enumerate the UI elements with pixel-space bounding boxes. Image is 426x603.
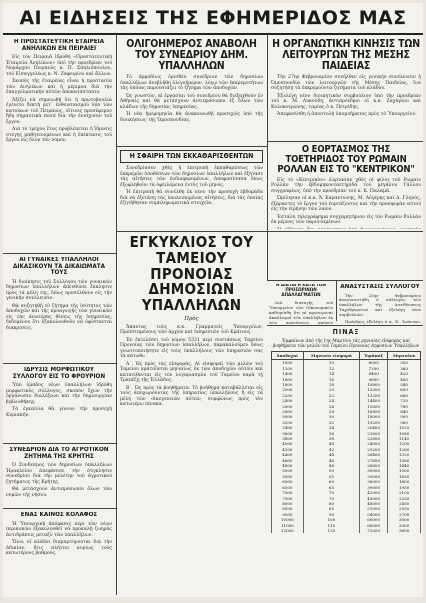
- column-header: Μηνιαία εἰσφορὰ: [303, 352, 359, 360]
- paragraph: Τὴν 25ην Φεβρουαρίου ἀνασυνεστήθη ὁ σύλλογος τῶν ὑπαλλήλων τῆς Διευθύνσεως Ταχυδρομείων καὶ ἐξελέγη νέον συμβούλιον.: [339, 292, 421, 317]
- paragraph: Ὑπὸ ὁμάδος νέων ὑπαλλήλων ἱδρύθη μορφωτικὸς σύλλογος, σκοπὸν ἔχων τὴν ὀργάνωσιν διαλέξεων καὶ τὴν δημιουργίαν βιβλιοθήκης.: [6, 383, 112, 405]
- table-cell: 1500: [388, 468, 421, 473]
- table-cell: 39000: [360, 485, 388, 490]
- table-cell: 42000: [360, 490, 388, 495]
- page-banner: ΑΙ ΕΙΔΗΣΕΙΣ ΤΗΣ ΕΦΗΜΕΡΙΔΟΣ ΜΑΣ: [3, 3, 423, 35]
- table-cell: 2200: [272, 393, 304, 398]
- article-prostasia: [6, 39, 112, 249]
- article-body: [120, 325, 263, 408]
- table-cell: 33000: [360, 474, 388, 479]
- table-cell: 2800: [272, 409, 304, 414]
- article-kolafos: [6, 512, 112, 594]
- article-body: [6, 55, 112, 144]
- table-cell: 100: [303, 517, 359, 522]
- paragraph: Τὴν 27ην Φεβρουαρίου συνῆλθεν εἰς γενικὴν συνέλευσιν ἡ Ὁμοσπονδία τῶν λειτουργῶν τῆς Μέσης Παιδείας, ἵνα συζητήσῃ τὰ ἐκκρεμοῦντα ζητήματα τοῦ κλάδου.: [271, 75, 421, 92]
- table-cell: 5000: [272, 468, 304, 473]
- paragraph: Α΄. Ὡς πρὸς τὰς εἰσφοράς. Αἱ εἰσφοραὶ τῶν μελῶν τοῦ Ταμείου κρατοῦνται μηνιαίως ἐκ τῶν ἀποδοχῶν αὐτῶν καὶ κατατίθενται εἰς τὸν λογαριασμὸν τοῦ Ταμείου παρὰ τῇ Τραπέζῃ τῆς Ἑλλάδος.: [120, 361, 263, 384]
- article-body: [6, 463, 112, 498]
- article-headline: ΙΔΡΥΣΙΣ ΜΟΡΦΩΤΙΚΟΥ ΣΥΛΛΟΓΟΥ ΕΙΣ ΤΟ ΦΡΟΥΡΙΟΝ: [12, 367, 106, 380]
- table-body: [272, 360, 421, 534]
- article-body: [6, 522, 112, 557]
- article-subtitle: Πρὸς: [184, 315, 199, 322]
- table-cell: 30: [303, 414, 359, 419]
- table-cell: 22800: [360, 436, 388, 441]
- section-rule: [268, 141, 423, 142]
- table-cell: 80: [303, 501, 359, 506]
- table-cell: 21600: [360, 431, 388, 436]
- table-cell: 12: [303, 366, 359, 371]
- paragraph: Σκοπὸς τῆς ἑταιρείας εἶναι ἡ προστασία τῶν ἀνηλίκων καὶ ἡ μέριμνα διὰ τὴν ἐπαγγελματικὴν αὐτῶν ἀποκατάστασιν.: [6, 79, 112, 96]
- article-headline: ΕΝΑΣ ΚΑΙΝΟΣ ΚΟΛΑΦΟΣ: [20, 512, 98, 518]
- article-headline: Ο ΕΟΡΤΑΣΜΟΣ ΤΗΣ ΤΟΕΤΗΡΙΔΟΣ ΤΟΥ ΡΩΜΑΙΝ ΡΟΛΛΑΝ ΕΙΣ ΤΟ "ΚΕΝΤΡΙΚΟΝ": [277, 145, 415, 175]
- column-rule: [267, 35, 268, 280]
- table-cell: 1800: [388, 479, 421, 484]
- section-rule: [267, 325, 423, 326]
- table-cell: 48: [303, 463, 359, 468]
- table-cell: 90: [303, 512, 359, 517]
- table-cell: 1260: [388, 447, 421, 452]
- table-cell: 4200: [272, 447, 304, 452]
- article-body: [6, 280, 112, 332]
- article-body: [6, 383, 112, 418]
- table-cell: 50: [303, 468, 359, 473]
- paragraph: Ἐστάλη τηλεγράφημα συγχαρητήριον εἰς τὸν Ρωμαὶν Ρολλὰν ἐκ μέρους τῶν παρισταμένων.: [271, 214, 421, 226]
- section-rule: [3, 443, 116, 444]
- table-cell: 32: [303, 420, 359, 425]
- table-cell: 1000: [272, 360, 304, 366]
- table-cell: 540: [388, 382, 421, 387]
- table-cell: 1200: [388, 441, 421, 446]
- table-cell: 3000: [388, 517, 421, 522]
- table-cell: 8400: [360, 371, 388, 376]
- table-cell: 110: [303, 523, 359, 528]
- table-cell: 44: [303, 452, 359, 457]
- table-cell: 11000: [272, 523, 304, 528]
- table-cell: 55: [303, 474, 359, 479]
- paragraph: Θὰ μετάσχουν ἀντιπρόσωποι ὅλων τῶν νομῶν τῆς νήσου.: [6, 487, 112, 498]
- article-body: [120, 166, 263, 207]
- paragraph: Ἡ νέα ἡμερομηνία θὰ ἀνακοινωθῇ προσεχῶς ὑπὸ τῆς διοικήσεως τῆς Ὁμοσπονδίας.: [120, 112, 263, 123]
- table-cell: 18: [303, 382, 359, 387]
- table-cell: 360: [388, 366, 421, 371]
- table-cell: 14400: [360, 398, 388, 403]
- table-cell: 3400: [272, 425, 304, 430]
- section-rule: [117, 146, 267, 147]
- article-body: [271, 178, 421, 229]
- table-cell: 42: [303, 447, 359, 452]
- table-cell: 1400: [272, 371, 304, 376]
- article-headline: Η ΠΡΟΣΤΑΤΕΥΤΙΚΗ ΕΤΑΙΡΕΙΑ ΑΝΗΛΙΚΩΝ ΕΝ ΠΕΙΡΑΙΕΙ: [13, 39, 105, 52]
- paragraph: Πρόεδρος ἐξελέγη ὁ κ. Ν. Ἰωάννου,: [345, 318, 421, 324]
- article-headline: ΣΥΝΕΔΡΙΟΝ ΔΙΑ ΤΟ ΑΓΡΟΤΙΚΟΝ ΖΗΤΗΜΑ ΤΗΣ ΚΡΗΤΗΣ: [9, 447, 109, 460]
- article-headline: ΑΙ ΓΥΝΑΙΚΕΣ ΥΠΑΛΛΗΛΟΙ ΔΙΚΑΣΙΚΟΥΝ ΤΑ ΔΙΚΑΙΩΜΑΤΑ ΤΟΥΣ: [13, 257, 105, 277]
- table-header-row: [272, 352, 421, 360]
- table-cell: 51000: [360, 506, 388, 511]
- paragraph: Ὁ Συνδεσμος τῶν δημοσίων ὑπαλλήλων Ἡρακλείου ἀπεφάσισε τὴν σύγκλησιν συνεδρίου διὰ τὴν μελέτην τοῦ ἀγροτικοῦ ζητήματος τῆς Κρήτης.: [6, 463, 112, 485]
- table-cell: 40: [303, 441, 359, 446]
- paragraph: Ἀξίζει νὰ σημειωθῇ ὅτι ἡ πρωτοβουλία ἐγένετο δεκτὴ μετ᾽ ἐνθουσιασμοῦ ὑπὸ τῶν κατοίκων τοῦ Πειραιῶς, οἵτινες προσέφερον ἤδη σημαντικὰ ποσά διὰ τὴν ἐνίσχυσιν τοῦ ἔργου.: [6, 97, 112, 125]
- table-cell: 7500: [272, 496, 304, 501]
- paragraph: Ὡς γνωστόν, αἱ ἐργασίαι τοῦ συνεδρίου θὰ διεξαχθοῦν ἐν Ἀθήναις καὶ θὰ μετάσχουν ἀντιπρόσωποι ἐξ ὅλων τῶν κλάδων τῆς δημοσίας ὑπηρεσίας.: [120, 93, 263, 110]
- table-cell: 660: [388, 393, 421, 398]
- table-cell: 960: [388, 420, 421, 425]
- table-cell: 7200: [360, 366, 388, 371]
- paragraph: Εἰς τὸν Πειραιᾶ ἱδρύθη «Προστατευτικὴ Ἑταιρεία Ἀνηλίκων» ὑπὸ τὴν προεδρίαν τοῦ Νομάρχου Πειραιῶς κ. Π. Σπηλιόπουλου, τοῦ Εἰσαγγελέως κ. Ν. Ζαφειρίου καὶ ἄλλων.: [6, 55, 112, 77]
- table-cell: 46: [303, 458, 359, 463]
- table-cell: 840: [388, 409, 421, 414]
- article-synedrion: [6, 447, 112, 505]
- table-cell: 13200: [360, 393, 388, 398]
- paragraph: Ἅπαντας τοὺς κ.κ. Γραμματεῖς Ὑπουργείων, Προϊσταμένους τῶν ἀρχῶν καὶ ὑπηρεσιῶν τοῦ Κράτους.: [120, 324, 263, 336]
- article-anasystasis: [339, 284, 421, 324]
- table-cell: 1200: [272, 366, 304, 371]
- paragraph: Τὰ ἐγκαίνια θὰ γίνουν τὴν προσεχῆ Κυριακήν.: [6, 407, 112, 418]
- paragraph: Ἐξελέγη νέον διοικητικὸν συμβούλιον ὑπὸ τὴν προεδρίαν τοῦ κ. Μ. Λυκούδη, ἀντιπρόεδροι οἱ κ.κ. Ζαχαρίου καὶ Κολοκοτρώνης, ταμίας ὁ κ. Πετρίδης.: [271, 93, 421, 110]
- article-diatagi: [269, 284, 333, 324]
- table-cell: 9000: [272, 512, 304, 517]
- table-cell: 16: [303, 377, 359, 382]
- article-gynaikes: [6, 257, 112, 359]
- paragraph: Θὰ συζητηθῇ τὸ ζήτημα τῆς ἰσότητος τῶν ἀποδοχῶν καὶ τῆς προαγωγῆς τῶν γυναικῶν εἰς τὰς ἀνωτέρας θέσεις τῆς ὑπηρεσίας, δεδομένου ὅτι ἐξακολουθοῦν νὰ ὑφίστανται διακρίσεις.: [6, 303, 112, 331]
- article-headline: ΕΓΚΥΚΛΙΟΣ ΤΟΥ ΤΑΜΕΙΟΥ ΠΡΟΝΟΙΑΣ ΔΗΜΟΣΙΩΝ ΥΠΑΛΛΗΛΩΝ: [129, 235, 254, 314]
- table-cell: 15600: [360, 404, 388, 409]
- table-cell: 7000: [272, 490, 304, 495]
- newspaper-page: [3, 3, 423, 597]
- article-body: [339, 294, 421, 324]
- table-cell: 1320: [388, 452, 421, 457]
- table-row: [272, 528, 421, 533]
- table-cell: 3600: [272, 431, 304, 436]
- paragraph: Β΄. Ὡς πρὸς τὰ βοηθήματα. Τὸ βοήθημα καταβάλλεται εἰς τοὺς ἀποχωροῦντας τῆς ὑπηρεσίας ὑπαλλήλους ἢ εἰς τὰ μέλη τῶν οἰκογενειῶν αὐτῶν, συμφώνως πρὸς τὸν κατωτέρω πίνακα.: [120, 385, 263, 408]
- table-cell: 6500: [272, 485, 304, 490]
- column-rule: [336, 281, 337, 321]
- table-subtitle: Ἐμφαίνων ἀπὸ τῆς 1ης Μαρτίου τὰς μηνιαίας εἰσφορὰς καὶ βοηθήματα τῶν μελῶν τοῦ Ταμείου Προνοίας Δημοσίων Ὑπαλλήλων: [272, 338, 420, 349]
- paragraph: Διὰ διαταγῆς τοῦ Ὑπουργείου τῶν Οἰκονομικῶν καθωρίσθη ὅτι αἱ προσωριναὶ ἀπαλλαγαὶ τῶν ὑπαλλήλων ἐκ τῶν κρατήσεων παύουν: [269, 300, 333, 324]
- table-cell: 36: [303, 431, 359, 436]
- table-cell: 900: [388, 414, 421, 419]
- paragraph: Ὅλοι οἱ κλάδοι διαμαρτύρονται διὰ τὴν ἀδικίαν, ἥτις πλήττει κυρίως τοὺς κατωτέρους βαθμούς.: [6, 540, 112, 557]
- table-cell: 75: [303, 496, 359, 501]
- table-cell: 18000: [360, 414, 388, 419]
- table-cell: 600: [388, 387, 421, 392]
- table-cell: 28800: [360, 463, 388, 468]
- paragraph: Συνεδρίασεν χθὲς ἡ ἐπιτροπὴ ἐκκαθαρίσεως τῶν ἐκκρεμῶν ὑποθέσεων τῶν δημοσίων ὑπαλλήλων καὶ ἐξήτασε τὰς αἰτήσεις τῶν ἐνδιαφερομένων, ἀποφασίσασα ὅπως ἐξοφληθοῦν τὰ ὀφειλόμενα ἐντὸς τοῦ μηνός.: [120, 166, 263, 188]
- table-cell: 120: [303, 528, 359, 533]
- table-cell: 6000: [272, 479, 304, 484]
- article-organotiki: [271, 39, 421, 138]
- section-rule: [3, 253, 116, 254]
- table-cell: 1440: [388, 463, 421, 468]
- paragraph: Ἡ ἐπιτροπὴ θὰ συνέλθῃ ἐκ νέου τὴν προσεχῆ ἑβδομάδα διὰ νὰ ἐξετάσῃ τὰς ὑπολειπομένας αἰτήσεις, διὰ τὰς ὁποίας ἐζητήθησαν συμπληρωματικὰ στοιχεῖα.: [120, 190, 263, 207]
- table-cell: 48000: [360, 501, 388, 506]
- table-cell: 3800: [272, 436, 304, 441]
- table-cell: 2400: [388, 501, 421, 506]
- table-cell: 1800: [272, 382, 304, 387]
- table-cell: 1080: [388, 431, 421, 436]
- table-cell: 8500: [272, 506, 304, 511]
- table-cell: 25200: [360, 447, 388, 452]
- table-cell: 28: [303, 409, 359, 414]
- article-body: [120, 75, 263, 123]
- table-cell: 1600: [272, 377, 304, 382]
- article-headline: Η ΔΙΑΤΑΓΗ ΚΑΤΑ ΤΩΝ ΠΡΟΣΩΡΙΝΩΝ ΑΠΑΛΛΑΓΜΑΤΩΝ: [275, 284, 327, 298]
- table-cell: 45000: [360, 496, 388, 501]
- table-cell: 10800: [360, 382, 388, 387]
- article-body: [269, 301, 333, 324]
- table-cell: 720: [388, 398, 421, 403]
- table-cell: 85: [303, 506, 359, 511]
- table-cell: 27600: [360, 458, 388, 463]
- table-cell: 3300: [388, 523, 421, 528]
- article-headline: ΑΝΑΣΥΣΤΑΣΙΣ ΣΥΛΛΟΓΟΥ: [340, 284, 420, 290]
- table-cell: 10000: [272, 517, 304, 522]
- table-cell: 4600: [272, 458, 304, 463]
- table-cell: 65: [303, 485, 359, 490]
- table-cell: 70: [303, 490, 359, 495]
- table-cell: 38: [303, 436, 359, 441]
- table-cell: 10: [303, 360, 359, 366]
- paragraph: Ἀπεφασίσθη ἡ ἀποστολὴ ὑπομνήματος πρὸς τὸ Ὑπουργεῖον.: [277, 112, 417, 118]
- paragraph: Ἐν ἐκτελέσει τοῦ νόμου 5331 περὶ συστάσεως Ταμείου Προνοίας τῶν δημοσίων ὑπαλλήλων, παρακαλοῦμεν ὅπως γνωστοποιήσητε εἰς τοὺς ὑπαλλήλους τῶν ὑπηρεσιῶν σας τὰ κάτωθι:: [120, 337, 263, 360]
- table-cell: 22: [303, 393, 359, 398]
- column-rule: [116, 35, 117, 595]
- paragraph: Εἰς τὸ «Κεντρικὸν» ἐώρτασαν χθὲς οἱ φίλοι τοῦ Ρωμαὶν Ρολλὰν τὴν ἑβδομηκονταετηρίδα τοῦ μεγάλου Γάλλου συγγραφέως, ὑπὸ τὴν προεδρίαν τοῦ κ. Κ. Παλαμᾶ.: [271, 177, 421, 194]
- contributions-table: [271, 351, 421, 533]
- table-cell: 24000: [360, 441, 388, 446]
- table-cell: 480: [388, 377, 421, 382]
- table-cell: 14: [303, 371, 359, 376]
- table-cell: 4800: [272, 463, 304, 468]
- table-cell: 2250: [388, 496, 421, 501]
- table-pinax: [271, 329, 421, 593]
- table-cell: 420: [388, 371, 421, 376]
- article-headline: Η ΟΡΓΑΝΩΤΙΚΗ ΚΙΝΗΣΙΣ ΤΩΝ ΛΕΙΤΟΥΡΓΩΝ ΤΗΣ ΜΕΣΗΣ ΠΑΙΔΕΙΑΣ: [272, 39, 420, 73]
- section-rule: [3, 363, 116, 364]
- table-cell: 1380: [388, 458, 421, 463]
- table-cell: 5500: [272, 474, 304, 479]
- table-cell: 8000: [272, 501, 304, 506]
- article-headline: ΟΛΙΓΟΗΜΕΡΟΣ ΑΝΑΒΟΛΗ ΤΟΥ ΣΥΝΕΔΡΙΟΥ ΔΗΜ. ΥΠΑΛΛΗΛΩΝ: [126, 39, 257, 73]
- table-cell: 60: [303, 479, 359, 484]
- paragraph: Τὸ ἀρμοδίως ὁρισθὲν συνέδριον τῶν δημοσίων ὑπαλλήλων ἀνεβλήθη ὀλιγοήμερον, λόγῳ τῶν ἐκκρεμοτήτων τὰς ὁποίας παρουσιάζει τὸ ζήτημα τῶν ἀποδοχῶν.: [120, 75, 263, 92]
- table-cell: 26400: [360, 452, 388, 457]
- article-headline: Η ΣΦΑΙΡΗ ΤΩΝ ΕΚΚΑΘΑΡΙΣΘΕΝΤΩΝ: [120, 150, 263, 163]
- paragraph: Ὡμίλησαν οἱ κ.κ. Ἀ. Καραντώνης, Μ. Αὐγέρης καὶ Δ. Γληνός, ἐξάραντες τὸ ἔργον τοῦ ἑορτάζοντος καὶ τὴν προσφορὰν αὐτοῦ εἰς τὴν εἰρήνην τῶν λαῶν.: [271, 196, 421, 213]
- table-cell: 3000: [272, 414, 304, 419]
- column-header: Ἐφάπαξ: [360, 352, 388, 360]
- section-rule: [117, 231, 423, 232]
- table-cell: 34: [303, 425, 359, 430]
- table-cell: 36000: [360, 479, 388, 484]
- table-cell: 54000: [360, 512, 388, 517]
- table-cell: 2100: [388, 490, 421, 495]
- paragraph: Ἡ Ὑπουργικὴ ἀπόφασις περὶ τῶν νέων περικοπῶν ἐξακολουθεῖ νὰ προκαλῇ ζωηρὰς ἀντιδράσεις μεταξὺ τῶν ὑπαλλήλων.: [6, 521, 112, 538]
- table-cell: 300: [388, 360, 421, 366]
- table-cell: 2550: [388, 506, 421, 511]
- table-cell: 4000: [272, 441, 304, 446]
- table-cell: 12000: [272, 528, 304, 533]
- table-cell: 1020: [388, 425, 421, 430]
- article-syllogos: [6, 367, 112, 439]
- table-cell: 3600: [388, 528, 421, 533]
- paragraph: [271, 228, 421, 229]
- table-cell: 9600: [360, 377, 388, 382]
- table-cell: 1650: [388, 474, 421, 479]
- table-cell: 16800: [360, 409, 388, 414]
- table-cell: 1950: [388, 485, 421, 490]
- table-cell: 66000: [360, 523, 388, 528]
- table-cell: 2400: [272, 398, 304, 403]
- column-header: Μηνιαῖον: [388, 352, 421, 360]
- table-cell: 6000: [360, 360, 388, 366]
- table-cell: 26: [303, 404, 359, 409]
- section-rule: [3, 508, 116, 509]
- table-cell: 2700: [388, 512, 421, 517]
- article-sfaira: [120, 150, 263, 228]
- table-cell: 19200: [360, 420, 388, 425]
- table-cell: 780: [388, 404, 421, 409]
- table-cell: 60000: [360, 517, 388, 522]
- paragraph: Διὰ τὸ τρέχον ἔτος προβλέπεται ἡ ἵδρυσις στέγης μαθητευομένων καὶ ἡ ἐπέκτασις τοῦ ἔργου εἰς ὅλον τὸν νομόν.: [6, 127, 112, 144]
- section-rule: [267, 280, 423, 281]
- table-cell: 24: [303, 398, 359, 403]
- table-cell: 4400: [272, 452, 304, 457]
- paragraph: Ἡ διοίκησις τοῦ Συλλόγου τῶν γυναικῶν δημοσίων ὑπαλλήλων ἀπευθύνει ἔκκλησιν πρὸς τὰ μέλη της, ὅπως προσέλθουν εἰς τὴν γενικὴν συνέλευσιν.: [6, 279, 112, 302]
- table-cell: 20400: [360, 425, 388, 430]
- table-cell: 20: [303, 387, 359, 392]
- table-cell: 12000: [360, 387, 388, 392]
- table-title: ΠΙΝΑΞ: [332, 329, 360, 336]
- table-cell: 2000: [272, 387, 304, 392]
- table-cell: 3200: [272, 420, 304, 425]
- article-rollan: [271, 145, 421, 229]
- table-cell: 72000: [360, 528, 388, 533]
- column-header: Ἀποδοχαὶ: [272, 352, 304, 360]
- article-anavoli: [120, 39, 263, 143]
- table-cell: 2600: [272, 404, 304, 409]
- table-cell: 30000: [360, 468, 388, 473]
- table-cell: 1140: [388, 436, 421, 441]
- article-egkyklios: [120, 235, 263, 593]
- article-body: [271, 75, 421, 118]
